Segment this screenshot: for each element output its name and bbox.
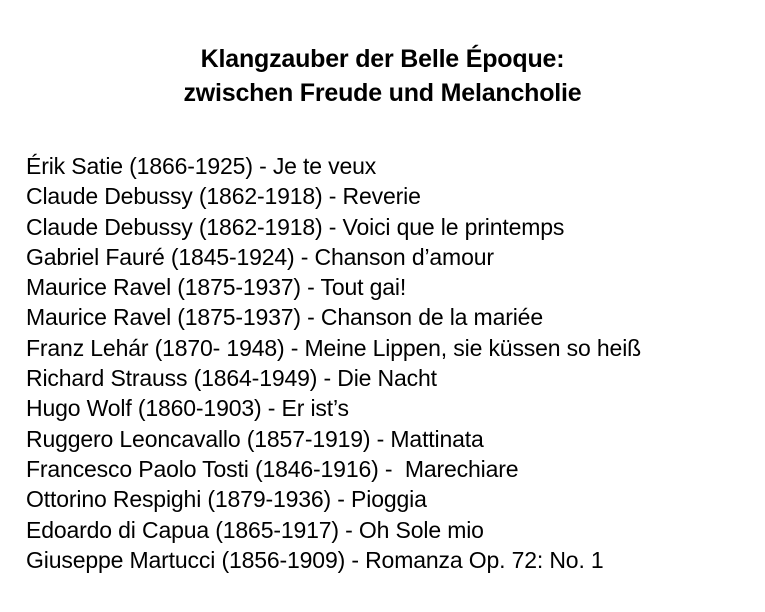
program-item-6: Maurice Ravel (1875-1937) - Chanson de la mariée — [26, 304, 543, 331]
program-item-2: Claude Debussy (1862-1918) - Reverie — [26, 183, 421, 210]
title-line-1: Klangzauber der Belle Époque: — [200, 45, 565, 73]
program-item-5: Maurice Ravel (1875-1937) - Tout gai! — [26, 274, 407, 301]
program-item-10: Ruggero Leoncavallo (1857-1919) - Mattinata — [26, 425, 484, 452]
program-list — [26, 151, 641, 575]
program-item-8: Richard Strauss (1864-1949) - Die Nacht — [26, 365, 437, 392]
program-item-13: Edoardo di Capua (1865-1917) - Oh Sole mio — [26, 516, 484, 543]
program-item-14: Giuseppe Martucci (1856-1909) - Romanza Op. 72: No. 1 — [26, 546, 604, 573]
title-line-2: zwischen Freude und Melancholie — [183, 79, 582, 107]
program-item-7: Franz Lehár (1870- 1948) - Meine Lippen, sie küssen so heiß — [26, 334, 642, 361]
program-item-4: Gabriel Fauré (1845-1924) - Chanson d’amour — [26, 243, 494, 270]
program-item-3: Claude Debussy (1862-1918) - Voici que le printemps — [26, 213, 565, 240]
program-item-9: Hugo Wolf (1860-1903) - Er ist’s — [26, 395, 349, 422]
program-item-12: Ottorino Respighi (1879-1936) - Pioggia — [26, 486, 427, 513]
page-title — [0, 42, 765, 110]
program-item-11: Francesco Paolo Tosti (1846-1916) - Marechiare — [26, 455, 519, 482]
program-item-1: Érik Satie (1866-1925) - Je te veux — [26, 153, 377, 179]
